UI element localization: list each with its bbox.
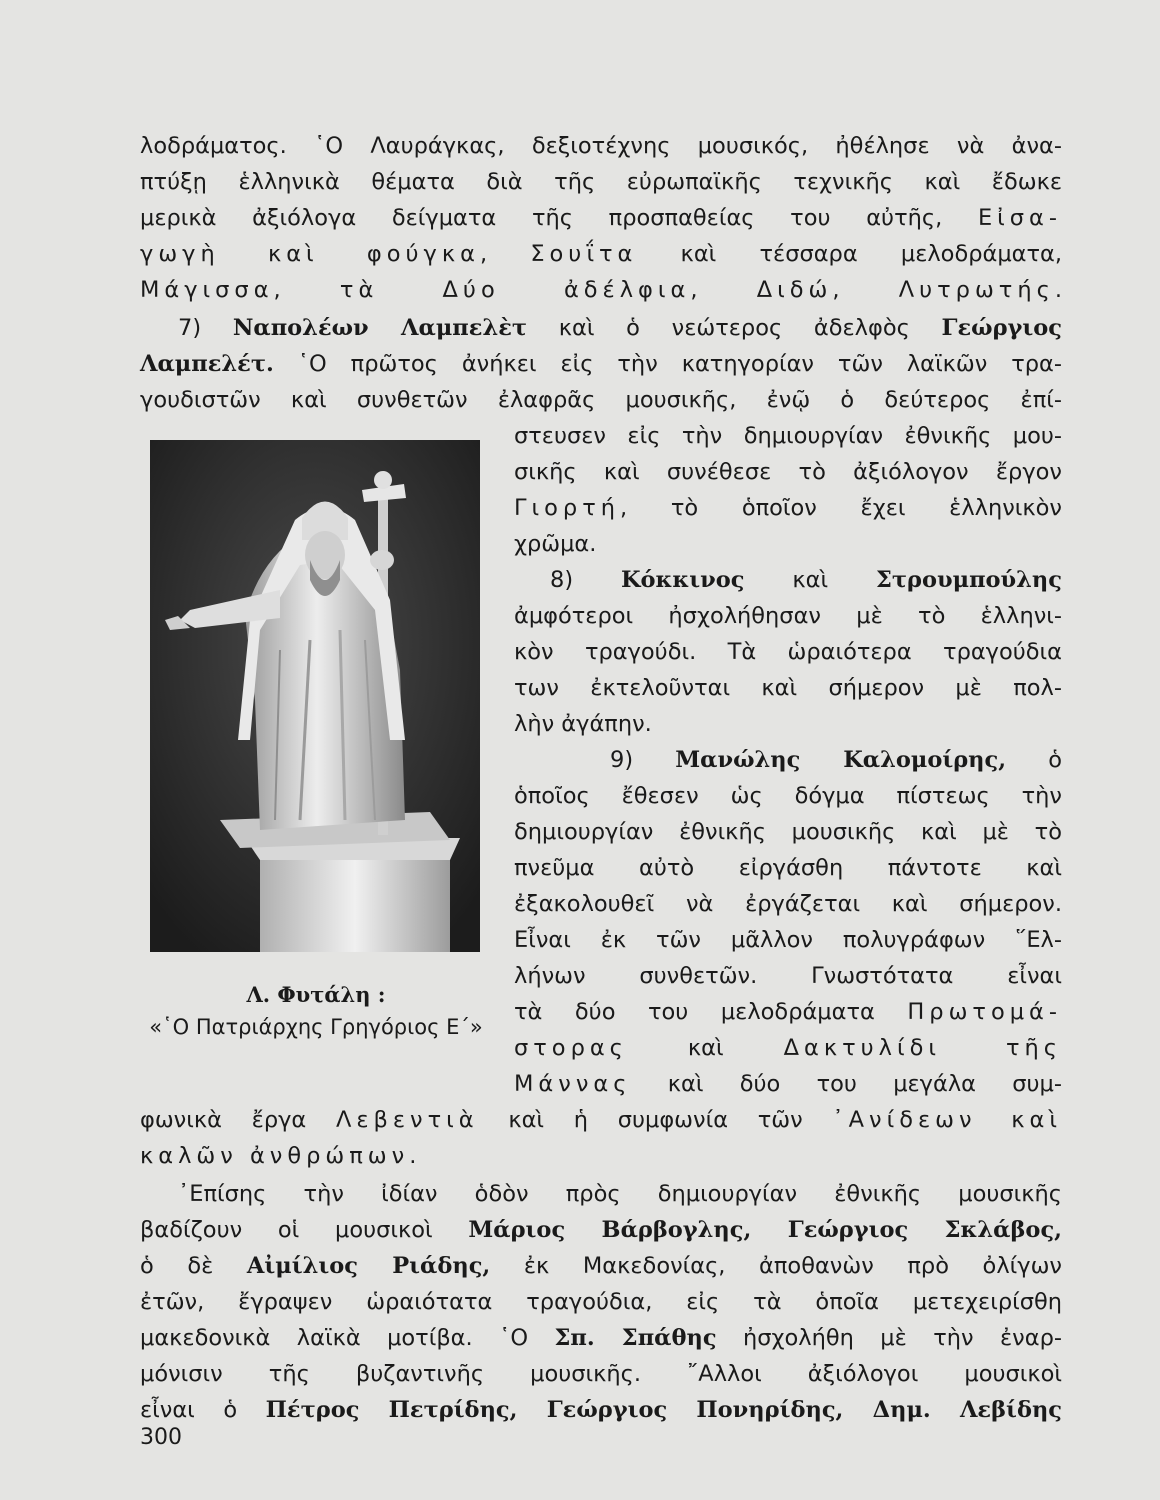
text-line [178, 310, 1062, 346]
spaced-title: Εἰσα- [977, 205, 1062, 231]
text-line [550, 562, 1062, 598]
text-line: μόνισιν τῆς βυζαντινῆς μουσικῆς. ῎Αλλοι ἀξιόλογοι μουσικοὶ [140, 1361, 1062, 1387]
text-fragment: ἠσχολήθη μὲ τὴν ἐναρ- [716, 1325, 1062, 1351]
spaced-title: ᾿Ανίδεων καὶ [832, 1107, 1062, 1133]
text-line: ᾿Επίσης τὴν ἰδίαν ὁδὸν πρὸς δημιουργίαν ἐθνικῆς μουσικῆς [178, 1181, 1062, 1207]
text-fragment: . [1054, 277, 1062, 303]
item-number: 8) [550, 567, 574, 593]
text-line: των ἐκτελοῦνται καὶ σήμερον μὲ πολ- [514, 675, 1062, 701]
text-line: δημιουργίαν ἐθνικῆς μουσικῆς καὶ μὲ τὸ [514, 819, 1062, 845]
text-line [140, 1102, 1062, 1138]
statue-photo [150, 440, 480, 952]
caption-author-text: Λ. Φυτάλη : [246, 982, 386, 1007]
text-line: λήνων συνθετῶν. Γνωστότατα εἶναι [514, 963, 1062, 989]
text-fragment: εἶναι ὁ [140, 1397, 266, 1423]
composer-name: Γεώργιος [941, 315, 1063, 341]
text-line: στευσεν εἰς τὴν δημιουργίαν ἐθνικῆς μου- [514, 423, 1062, 449]
text-fragment: καὶ ἡ συμφωνία τῶν [478, 1107, 833, 1133]
spaced-title: γωγὴ καὶ φούγκα [140, 241, 480, 267]
text-line: Εἶναι ἐκ τῶν μᾶλλον πολυγράφων ῞Ελ- [514, 927, 1062, 953]
text-line [140, 346, 1062, 382]
spaced-title: Μάγισσα [140, 277, 274, 303]
text-line: λοδράματος. ῾Ο Λαυράγκας, δεξιοτέχνης μουσικός, ἠθέλησε νὰ ἀνα- [140, 133, 1062, 159]
composer-name: Μανώλης Καλομοίρης, [675, 747, 1007, 773]
spaced-title: Πρωτομά- [907, 999, 1062, 1025]
composer-name: Ναπολέων Λαμπελὲτ [232, 315, 528, 341]
caption-author [126, 978, 506, 1012]
text-fragment: καὶ τέσσαρα μελοδράματα, [637, 241, 1063, 267]
text-fragment: , [832, 277, 899, 303]
spaced-title: Σουΐτα [530, 241, 638, 267]
text-fragment: μερικὰ ἀξιόλογα δείγματα τῆς προσπαθείας του αὐτῆς, [140, 205, 943, 231]
caption-title: «῾Ο Πατριάρχης Γρηγόριος Ε΄» [149, 1015, 483, 1039]
text-line: καλῶν ἀνθρώπων. [140, 1143, 422, 1169]
composer-name: Σπ. Σπάθης [554, 1325, 717, 1351]
text-line [514, 994, 1062, 1030]
composer-name: Μάριος Βάρβογλης, Γεώργιος Σκλάβος, [468, 1217, 1062, 1243]
composer-name: Στρουμπούλης [875, 567, 1062, 593]
composer-name: Πέτρος Πετρίδης, Γεώργιος Πονηρίδης, Δημ. Λεβίδης [265, 1397, 1063, 1423]
text-line: σικῆς καὶ συνέθεσε τὸ ἀξιόλογον ἔργον [514, 459, 1062, 485]
composer-name: Αἰμίλιος Ριάδης, [246, 1253, 491, 1279]
text-fragment: ὁ δὲ [140, 1253, 247, 1279]
text-line [140, 1320, 1062, 1356]
text-fragment: ῾Ο πρῶτος ἀνήκει εἰς τὴν κατηγορίαν τῶν λαϊκῶν τρα- [273, 351, 1062, 377]
text-line: ἀμφότεροι ἠσχολήθησαν μὲ τὸ ἑλληνι- [514, 603, 1062, 629]
text-line [514, 490, 1062, 526]
spaced-title: Λυτρωτής [898, 277, 1055, 303]
item-number: 9) [610, 747, 634, 773]
spaced-title: Γιορτή [514, 495, 621, 521]
text-fragment: καὶ [627, 1035, 784, 1061]
text-fragment: βαδίζουν οἱ μουσικοὶ [140, 1217, 469, 1243]
spaced-title: Λεβεντιὰ [335, 1107, 479, 1133]
spaced-title: Μάννας [514, 1071, 632, 1097]
text-fragment: τὰ δύο του μελοδράματα [514, 999, 908, 1025]
spaced-title: τὰ Δύο ἀδέλφια [339, 277, 691, 303]
text-line: κὸν τραγούδι. Τὰ ὡραιότερα τραγούδια [514, 639, 1062, 665]
text-line [140, 1248, 1062, 1284]
text-fragment: , [273, 277, 340, 303]
spaced-title: Διδώ [756, 277, 833, 303]
text-fragment: μακεδονικὰ λαϊκὰ μοτίβα. ῾Ο [140, 1325, 555, 1351]
spaced-title: στορας [514, 1035, 628, 1061]
text-line: ἐξακολουθεῖ νὰ ἐργάζεται καὶ σήμερον. [514, 891, 1062, 917]
text-line: πτύξῃ ἑλληνικὰ θέματα διὰ τῆς εὐρωπαϊκῆς τεχνικῆς καὶ ἔδωκε [140, 169, 1062, 195]
text-line [140, 1392, 1062, 1428]
composer-name: Κόκκινος [620, 567, 745, 593]
statue-illustration [150, 440, 480, 952]
spaced-title: Δακτυλίδι τῆς [783, 1035, 1062, 1061]
text-line: ἐτῶν, ἔγραψεν ὡραιότατα τραγούδια, εἰς τὰ ὁποῖα μετεχειρίσθη [140, 1289, 1062, 1315]
text-line: γουδιστῶν καὶ συνθετῶν ἐλαφρᾶς μουσικῆς, ἐνῷ ὁ δεύτερος ἐπί- [140, 387, 1062, 413]
text-fragment: , [690, 277, 757, 303]
text-fragment: , τὸ ὁποῖον ἔχει ἑλληνικὸν [620, 495, 1062, 521]
text-fragment: , [479, 241, 531, 267]
text-fragment: καὶ ὁ νεώτερος ἀδελφὸς [527, 315, 942, 341]
text-line: λὴν ἀγάπην. [514, 711, 652, 737]
text-fragment: καὶ [744, 567, 876, 593]
page-number: 300 [140, 1425, 182, 1450]
text-fragment: ὁ [1006, 747, 1063, 773]
item-number: 7) [178, 315, 202, 341]
text-line [140, 200, 1062, 236]
text-line [514, 1066, 1062, 1102]
text-line [140, 272, 1062, 308]
composer-name: Λαμπελέτ. [140, 351, 274, 377]
text-line [140, 1212, 1062, 1248]
text-line: χρῶμα. [514, 531, 597, 557]
text-line [514, 1030, 1062, 1066]
text-line: πνεῦμα αὐτὸ εἰργάσθη πάντοτε καὶ [514, 855, 1062, 881]
text-fragment: φωνικὰ ἔργα [140, 1107, 336, 1133]
text-fragment: ἐκ Μακεδονίας, ἀποθανὼν πρὸ ὀλίγων [490, 1253, 1062, 1279]
text-fragment: καὶ δύο του μεγάλα συμ- [631, 1071, 1062, 1097]
text-line [610, 742, 1062, 778]
text-line [140, 236, 1062, 272]
text-line: ὁποῖος ἔθεσεν ὡς δόγμα πίστεως τὴν [514, 783, 1062, 809]
